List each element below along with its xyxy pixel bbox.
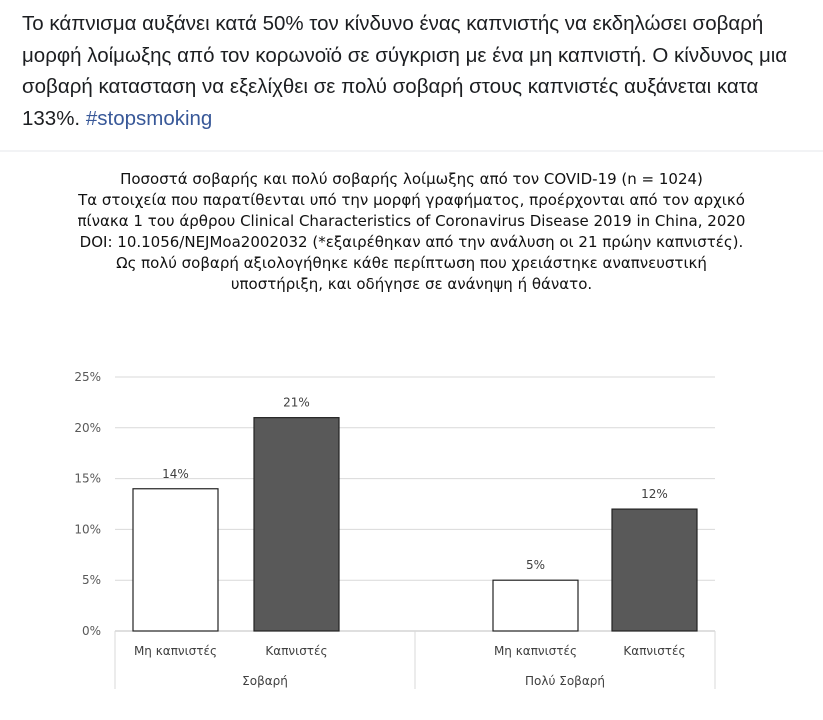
x-tick-label: Καπνιστές xyxy=(623,644,686,658)
chart-title-line: πίνακα 1 του άρθρου Clinical Characteristics of Coronavirus Disease 2019 in China, 2020 xyxy=(77,212,746,230)
bar xyxy=(612,509,697,631)
chart-title-line: Ποσοστά σοβαρής και πολύ σοβαρής λοίμωξης από τον COVID-19 (n = 1024) xyxy=(120,170,703,188)
y-tick-label: 25% xyxy=(74,370,101,384)
chart-image[interactable] xyxy=(0,152,823,720)
post-body: Το κάπνισμα αυξάνει κατά 50% τον κίνδυνο ένας καπνιστής να εκδηλώσει σοβαρή μορφή λοίμωξης από τον κορωνοϊό σε σύγκριση με ένα μη καπνιστή. Ο κίνδυνος μια σοβαρή κατασταση να εξελίχθει σε πολύ σοβαρή στους καπνιστές αυξάνεται κατα 133%. xyxy=(22,12,788,130)
bar xyxy=(133,489,218,631)
chart-title-line: DOI: 10.1056/NEJMoa2002032 (*εξαιρέθηκαν από την ανάλυση οι 21 πρώην καπνιστές). xyxy=(79,233,744,251)
chart-title-line: Ως πολύ σοβαρή αξιολογήθηκε κάθε περίπτωση που χρειάστηκε αναπνευστική xyxy=(116,254,707,272)
hashtag-link[interactable]: #stopsmoking xyxy=(85,106,213,130)
bar xyxy=(254,418,339,631)
chart-title-line: Τα στοιχεία που παρατίθενται υπό την μορφή γραφήματος, προέρχονται από τον αρχικό xyxy=(78,191,745,209)
data-label: 5% xyxy=(525,558,546,573)
data-label: 21% xyxy=(283,395,310,410)
y-tick-label: 5% xyxy=(81,573,101,588)
data-label: 14% xyxy=(162,466,189,481)
x-tick-label: Μη καπνιστές xyxy=(493,644,578,658)
post-text xyxy=(22,8,812,134)
data-label: 12% xyxy=(641,487,668,502)
bar xyxy=(493,580,578,631)
x-tick-label: Μη καπνιστές xyxy=(133,644,218,658)
y-tick-label: 0% xyxy=(81,624,101,638)
y-tick-label: 15% xyxy=(74,471,101,486)
group-label: Πολύ Σοβαρή xyxy=(525,674,605,688)
y-tick-label: 10% xyxy=(74,522,101,537)
bar-chart xyxy=(0,152,823,720)
chart-title-line: υποστήριξη, και οδήγησε σε ανάνηψη ή θάνατο. xyxy=(230,275,593,293)
y-tick-label: 20% xyxy=(74,420,101,435)
x-tick-label: Καπνιστές xyxy=(265,644,328,658)
group-label: Σοβαρή xyxy=(242,674,288,688)
